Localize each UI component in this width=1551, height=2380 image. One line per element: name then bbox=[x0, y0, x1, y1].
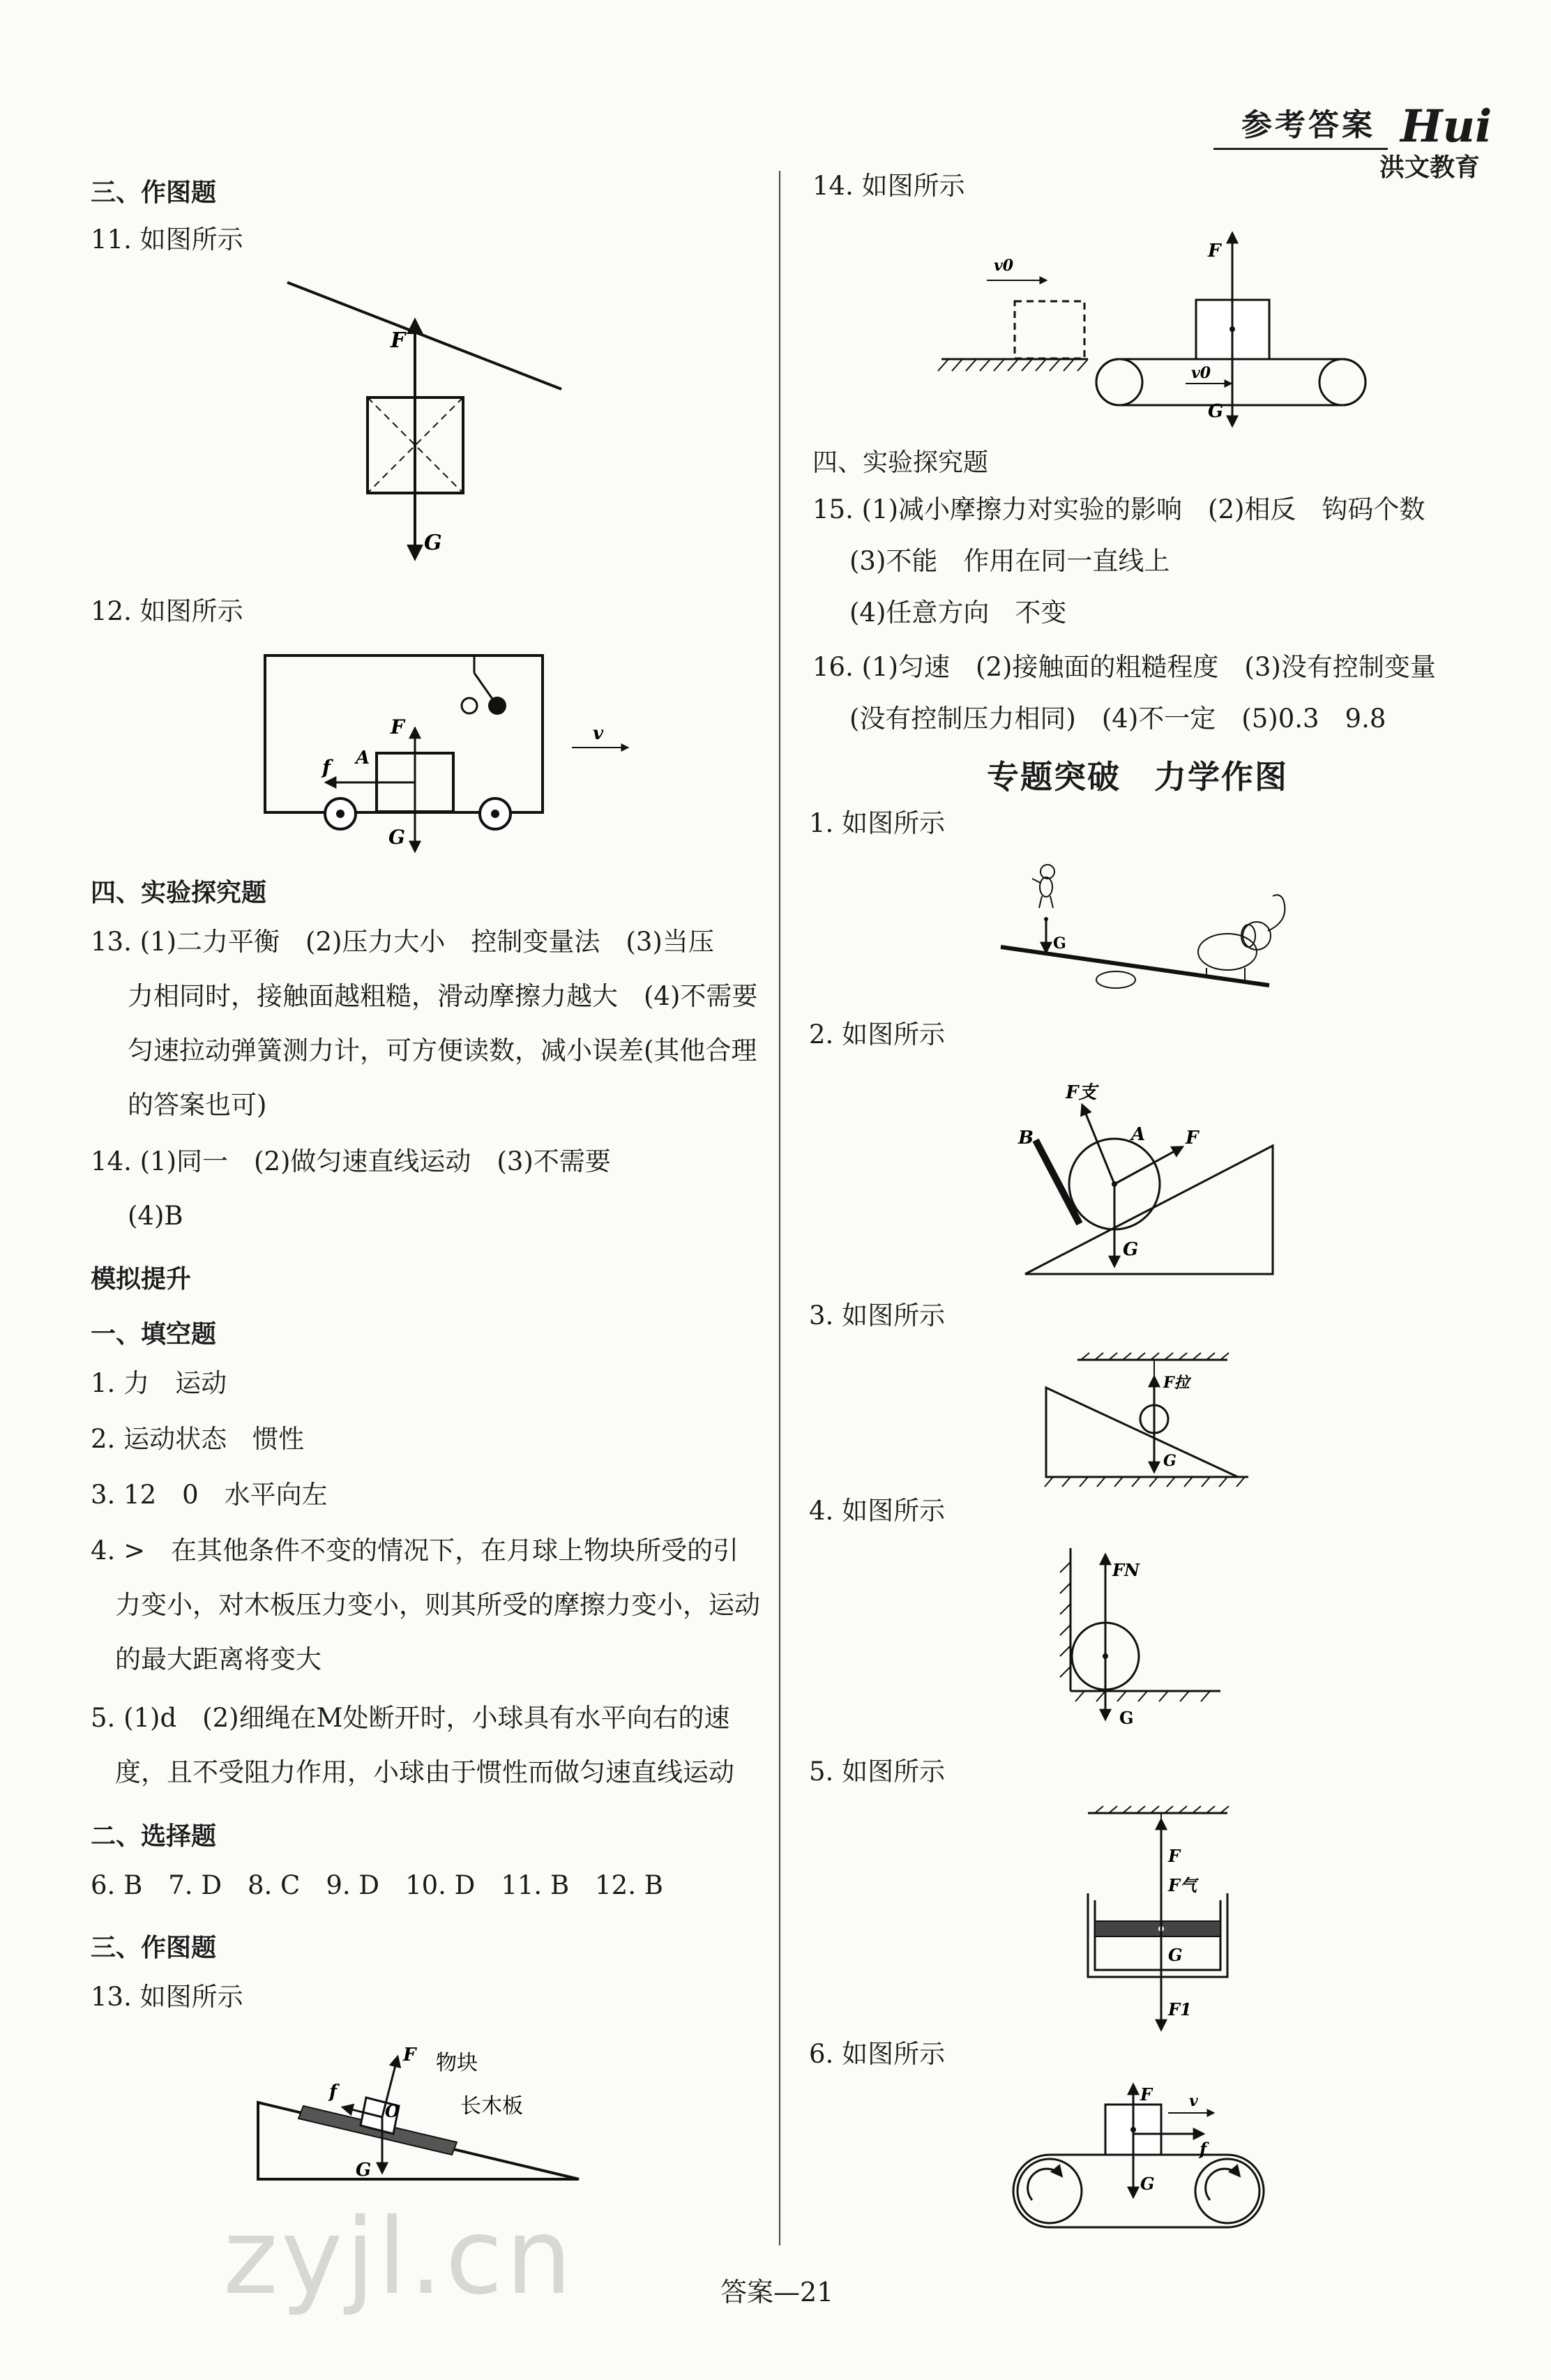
answer-line: 力变小，对木板压力变小，则其所受的摩擦力变小，运动 bbox=[115, 1590, 760, 1620]
column-divider bbox=[779, 171, 780, 2245]
label-F: F bbox=[391, 715, 404, 738]
answer-line: 2. 运动状态 惯性 bbox=[91, 1424, 305, 1454]
label-G: G bbox=[1208, 401, 1224, 422]
rotation-arrow-icon bbox=[1206, 2169, 1239, 2200]
answer-line: (4)B bbox=[128, 1201, 183, 1231]
figure-13 bbox=[251, 2029, 586, 2190]
label-F: F bbox=[1140, 2084, 1153, 2105]
label-FN: FN bbox=[1112, 1560, 1140, 1580]
choice-answers: 6. B 7. D 8. C 9. D 10. D 11. B 12. B bbox=[91, 1870, 663, 1900]
section-heading: 四、实验探究题 bbox=[91, 879, 267, 907]
answer-line: 13. (1)二力平衡 (2)压力大小 控制变量法 (3)当压 bbox=[91, 927, 714, 957]
label-G: G bbox=[1163, 1452, 1177, 1470]
section-heading: 三、作图题 bbox=[91, 1934, 217, 1962]
question-12: 12. 如图所示 bbox=[91, 596, 243, 626]
figure-12 bbox=[265, 649, 656, 858]
label-O: O bbox=[385, 2101, 400, 2121]
question-11: 11. 如图所示 bbox=[91, 225, 243, 255]
problem-4: 4. 如图所示 bbox=[809, 1496, 946, 1526]
label-F: F bbox=[1168, 1846, 1181, 1866]
answer-line: (3)不能 作用在同一直线上 bbox=[849, 546, 1170, 576]
section-heading: 一、填空题 bbox=[91, 1320, 217, 1349]
figure-14 bbox=[935, 223, 1367, 432]
section-heading: 二、选择题 bbox=[91, 1822, 217, 1851]
label-Fqi: F气 bbox=[1168, 1875, 1197, 1895]
answer-line: 1. 力 运动 bbox=[91, 1368, 227, 1398]
header bbox=[1213, 100, 1506, 182]
label-Fla: F拉 bbox=[1163, 1374, 1190, 1392]
elephant-icon bbox=[1198, 895, 1285, 980]
figure-11 bbox=[279, 272, 572, 565]
answer-line: (没有控制压力相同) (4)不一定 (5)0.3 9.8 bbox=[849, 704, 1386, 734]
logo-icon: Hui bbox=[1400, 100, 1492, 153]
question-14: 14. 如图所示 bbox=[812, 171, 965, 201]
label-v0: v0 bbox=[994, 257, 1014, 275]
header-label: 参考答案 bbox=[1241, 107, 1375, 143]
answer-line: 的答案也可) bbox=[128, 1090, 267, 1120]
answer-line: 匀速拉动弹簧测力计，可方便读数，减小误差(其他合理 bbox=[128, 1036, 757, 1066]
label-G: G bbox=[1053, 934, 1066, 953]
label-f: f bbox=[322, 756, 331, 779]
problem-2: 2. 如图所示 bbox=[809, 1020, 946, 1049]
label-B: B bbox=[1018, 1128, 1034, 1149]
label-v: v bbox=[1189, 2092, 1198, 2110]
header-rule bbox=[1213, 148, 1388, 150]
label-v0: v0 bbox=[1191, 364, 1211, 382]
section-heading: 模拟提升 bbox=[91, 1265, 192, 1294]
section-heading: 四、实验探究题 bbox=[812, 448, 989, 477]
label-f: f bbox=[1200, 2139, 1207, 2159]
answer-line: 16. (1)匀速 (2)接触面的粗糙程度 (3)没有控制变量 bbox=[812, 652, 1436, 682]
label-Fzhi: F支 bbox=[1066, 1082, 1097, 1103]
label-F: F bbox=[391, 328, 406, 353]
label-G: G bbox=[1119, 1708, 1134, 1728]
figure-p6 bbox=[1011, 2085, 1276, 2245]
label-F: F bbox=[1186, 1128, 1199, 1149]
answer-line: 4. > 在其他条件不变的情况下，在月球上物块所受的引 bbox=[91, 1536, 739, 1566]
figure-p3 bbox=[1039, 1353, 1262, 1492]
label-G: G bbox=[1123, 1239, 1139, 1260]
answer-line: 15. (1)减小摩擦力对实验的影响 (2)相反 钩码个数 bbox=[812, 494, 1425, 524]
topic-title: 专题突破 力学作图 bbox=[987, 758, 1288, 796]
answer-line: 度，且不受阻力作用，小球由于惯性而做匀速直线运动 bbox=[115, 1757, 734, 1787]
figure-p1 bbox=[997, 858, 1311, 1004]
label-wuk: 物块 bbox=[436, 2051, 478, 2075]
problem-6: 6. 如图所示 bbox=[809, 2039, 946, 2069]
answer-line: 的最大距离将变大 bbox=[115, 1644, 321, 1674]
label-f: f bbox=[329, 2082, 338, 2102]
question-13: 13. 如图所示 bbox=[91, 1982, 243, 2012]
label-F: F bbox=[403, 2045, 416, 2066]
answer-line: 3. 12 0 水平向左 bbox=[91, 1480, 328, 1510]
label-G: G bbox=[356, 2160, 372, 2181]
label-F1: F1 bbox=[1168, 1999, 1192, 2019]
section-heading: 三、作图题 bbox=[91, 179, 217, 207]
watermark: zyjl.cn bbox=[223, 2197, 575, 2318]
answer-line: 5. (1)d (2)细绳在M处断开时，小球具有水平向右的速 bbox=[91, 1703, 730, 1733]
monkey-icon bbox=[1032, 865, 1054, 908]
answer-line: (4)任意方向 不变 bbox=[849, 598, 1067, 628]
label-changmuban: 长木板 bbox=[460, 2094, 523, 2118]
label-G: G bbox=[388, 826, 405, 849]
problem-3: 3. 如图所示 bbox=[809, 1301, 946, 1331]
rotation-arrow-icon bbox=[1028, 2169, 1061, 2200]
figure-p2 bbox=[1018, 1067, 1283, 1283]
answer-line: 14. (1)同一 (2)做匀速直线运动 (3)不需要 bbox=[91, 1146, 611, 1176]
problem-1: 1. 如图所示 bbox=[809, 808, 946, 838]
label-A: A bbox=[1131, 1124, 1146, 1145]
label-G: G bbox=[1140, 2174, 1155, 2194]
answer-line: 力相同时，接触面越粗糙，滑动摩擦力越大 (4)不需要 bbox=[128, 981, 758, 1011]
header-brand: 洪文教育 bbox=[1379, 153, 1481, 182]
label-G: G bbox=[424, 531, 442, 555]
problem-5: 5. 如图所示 bbox=[809, 1757, 946, 1787]
page-number: 答案—21 bbox=[720, 2277, 834, 2307]
label-A: A bbox=[356, 748, 370, 768]
label-v: v bbox=[593, 723, 604, 744]
figure-p5 bbox=[1081, 1806, 1248, 2036]
label-F: F bbox=[1208, 241, 1221, 262]
label-G: G bbox=[1168, 1945, 1183, 1965]
figure-p4 bbox=[1053, 1541, 1234, 1729]
